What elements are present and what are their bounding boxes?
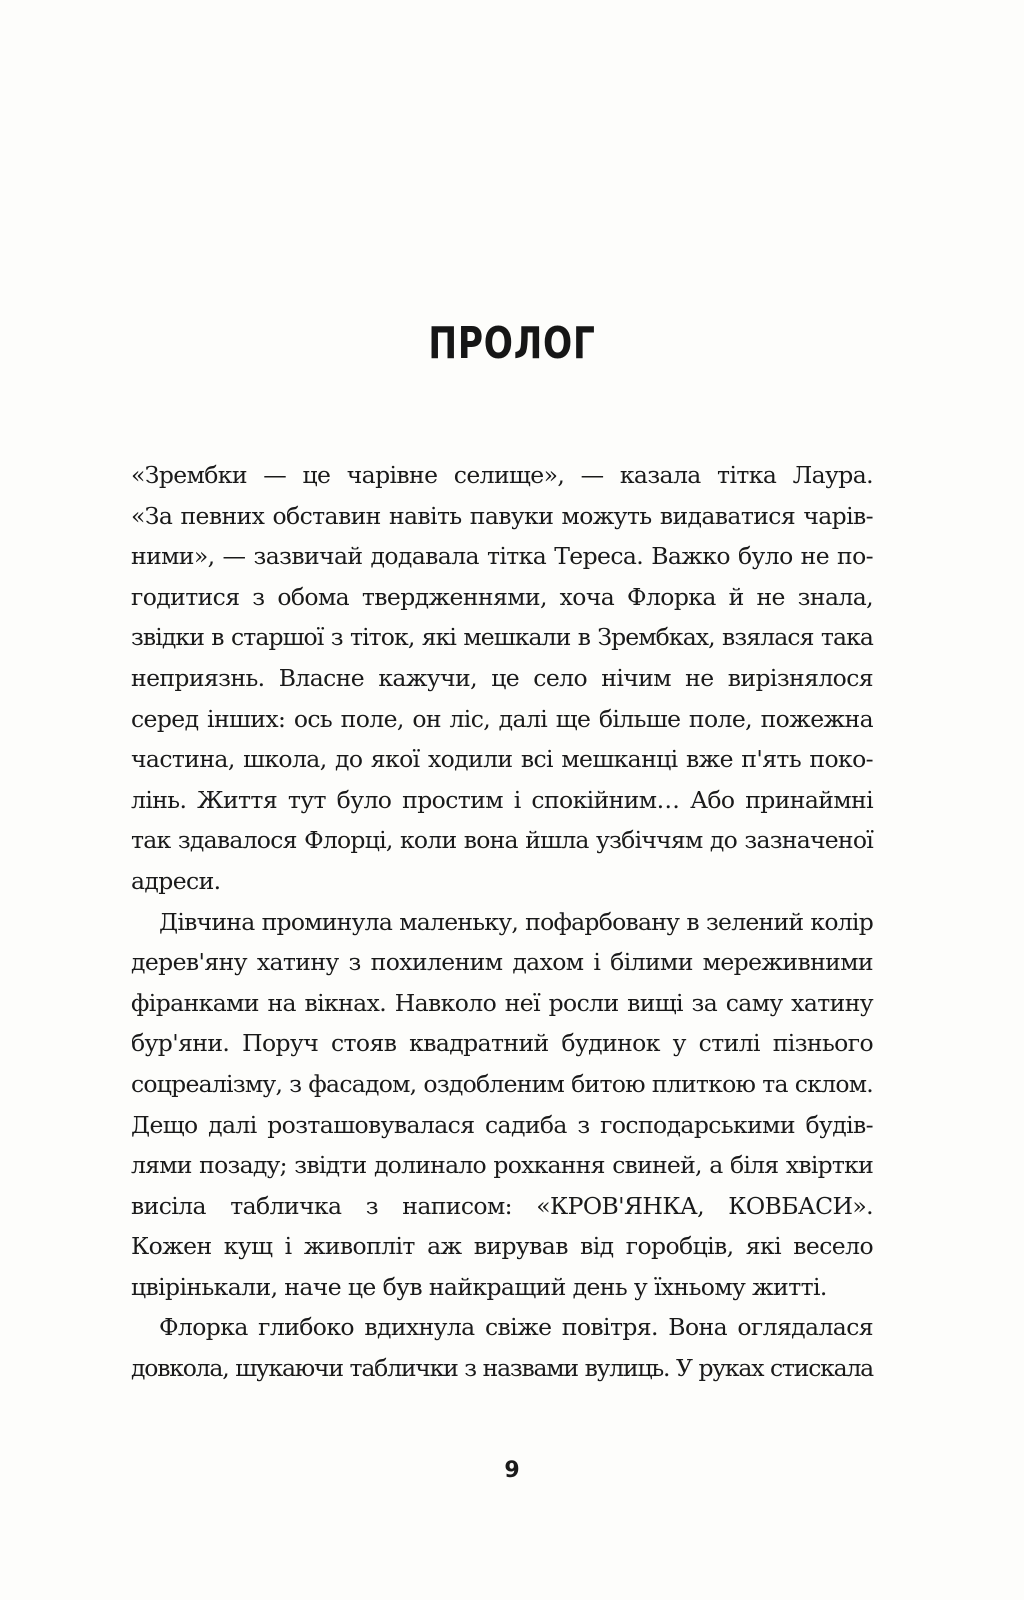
- text-line: бур'яни. Поруч стояв квадратний будинок у стилі пізнього: [131, 1029, 873, 1058]
- text-line: серед інших: ось поле, он ліс, далі ще більше поле, пожежна: [131, 704, 873, 733]
- text-line: лями позаду; звідти долинало рохкання свиней, а біля хвіртки: [131, 1151, 873, 1180]
- text-line: фіранками на вікнах. Навколо неї росли вищі за саму хатину: [131, 988, 873, 1017]
- text-line: неприязнь. Власне кажучи, це село нічим не вирізнялося: [131, 663, 873, 692]
- text-line: «Зрембки — це чарівне селище», — казала тітка Лаура.: [131, 461, 873, 489]
- text-line: Дівчина проминула маленьку, пофарбовану в зелений колір: [159, 907, 873, 936]
- text-line: адреси.: [131, 866, 221, 895]
- body-text: [131, 455, 873, 1389]
- text-line: дерев'яну хатину з похиленим дахом і білими мереживними: [131, 948, 873, 977]
- text-line: цвірінькали, наче це був найкращий день у їхньому житті.: [131, 1272, 827, 1301]
- text-line: Кожен кущ і живопліт аж вирував від горобців, які весело: [131, 1232, 873, 1261]
- text-line: годитися з обома твердженнями, хоча Флорка й не знала,: [131, 582, 873, 611]
- text-line: звідки в старшої з тіток, які мешкали в Зрембках, взялася така: [131, 623, 873, 652]
- chapter-title: ПРОЛОГ: [428, 318, 596, 369]
- text-line: висіла табличка з написом: «КРОВ'ЯНКА, КОВБАСИ».: [131, 1191, 873, 1220]
- text-line: частина, школа, до якої ходили всі мешканці вже п'ять поко-: [131, 745, 873, 774]
- page-number: 9: [504, 1458, 520, 1483]
- text-line: Дещо далі розташовувалася садиба з господарськими будів-: [131, 1110, 873, 1139]
- text-line: соцреалізму, з фасадом, оздобленим битою плиткою та склом.: [131, 1069, 873, 1098]
- text-line: лінь. Життя тут було простим і спокійним… Або принаймні: [131, 785, 873, 814]
- text-line: довкола, шукаючи таблички з назвами вулиць. У руках стискала: [131, 1354, 873, 1383]
- text-line: Флорка глибоко вдихнула свіже повітря. Вона оглядалася: [159, 1313, 873, 1342]
- text-line: ними», — зазвичай додавала тітка Тереса. Важко було не по-: [131, 542, 873, 571]
- text-line: так здавалося Флорці, коли вона йшла узбіччям до зазначеної: [131, 826, 873, 855]
- text-line: «За певних обставин навіть павуки можуть видаватися чарів-: [131, 501, 873, 530]
